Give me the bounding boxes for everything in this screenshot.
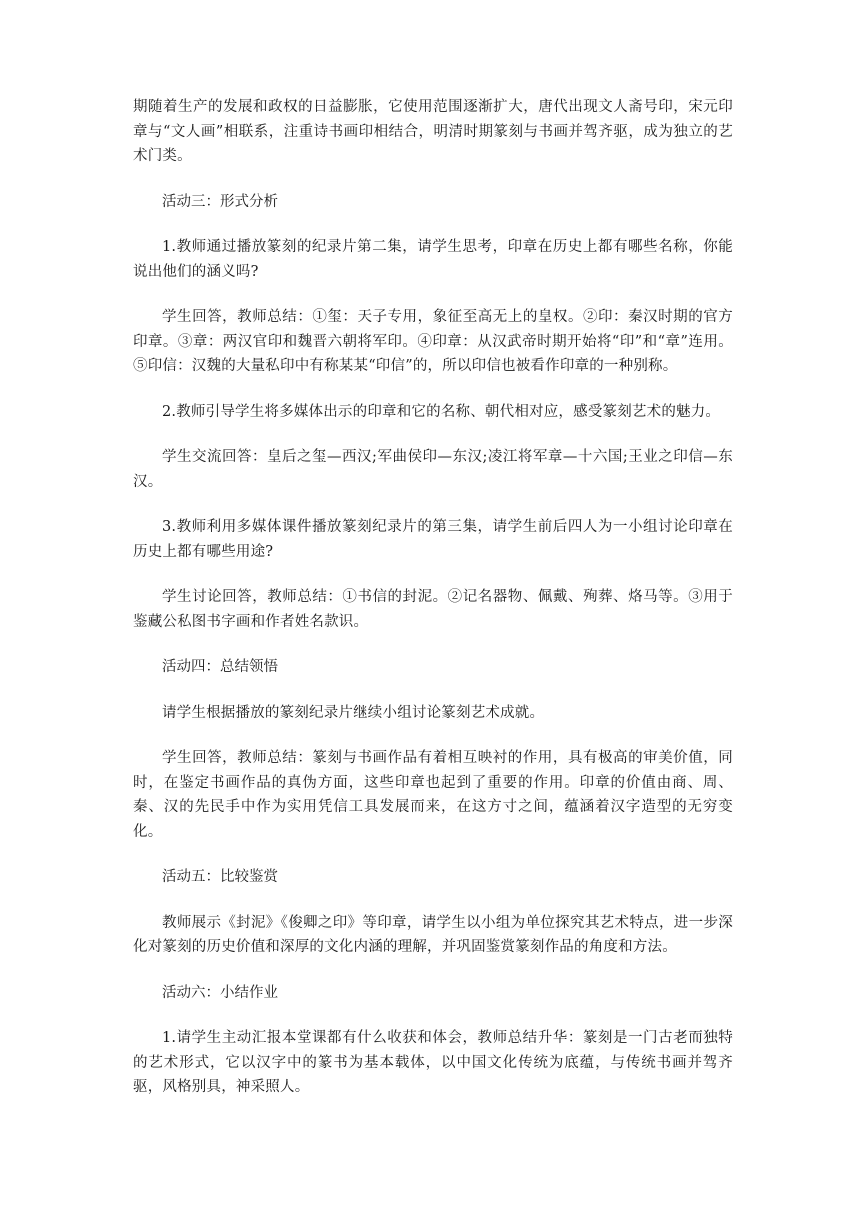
spacer xyxy=(133,890,733,911)
section-heading-activity-3: 活动三：形式分析 xyxy=(162,193,278,210)
spacer xyxy=(133,379,733,400)
section-heading-activity-4: 活动四：总结领悟 xyxy=(162,659,278,675)
section-heading-activity-5: 活动五：比较鉴赏 xyxy=(162,869,278,885)
paragraph-activity-4-answer: 学生回答，教师总结：篆刻与书画作品有着相互映衬的作用，具有极高的审美价值，同时，在鉴定书画作品的真伪方面，这些印章也起到了重要的作用。印章的价值由商、周、秦、汉的先民手中作为实用凭信工具发展而来，在这方寸之间，蕴涵着汉字造型的无穷变化。 xyxy=(133,750,733,840)
spacer xyxy=(133,725,733,746)
paragraph-answer-1: 学生回答，教师总结：①玺：天子专用，象征至高无上的皇权。②印：秦汉时期的官方印章。③章：两汉官印和魏晋六朝将军印。④印章：从汉武帝时期开始将“印”和“章”连用。⑤印信：汉魏的大量私印中有称某某“印信”的，所以印信也被看作印章的一种别称。 xyxy=(133,309,733,374)
spacer xyxy=(133,214,733,235)
paragraph-question-3: 3.教师利用多媒体课件播放篆刻纪录片的第三集，请学生前后四人为一小组讨论印章在历史上都有哪些用途? xyxy=(133,519,733,560)
spacer xyxy=(133,1005,733,1026)
document-page xyxy=(133,95,733,1100)
spacer xyxy=(133,634,733,655)
spacer xyxy=(133,564,733,585)
paragraph-question-1: 1.教师通过播放篆刻的纪录片第二集，请学生思考，印章在历史上都有哪些名称，你能说出他们的涵义吗? xyxy=(133,239,733,280)
paragraph-activity-5-task: 教师展示《封泥》《俊卿之印》等印章，请学生以小组为单位探究其艺术特点，进一步深化对篆刻的历史价值和深厚的文化内涵的理解，并巩固鉴赏篆刻作品的角度和方法。 xyxy=(133,914,733,955)
paragraph-question-2: 2.教师引导学生将多媒体出示的印章和它的名称、朝代相对应，感受篆刻艺术的魅力。 xyxy=(162,403,721,420)
spacer xyxy=(133,680,733,701)
spacer xyxy=(133,424,733,445)
spacer xyxy=(133,844,733,865)
paragraph-answer-3: 学生讨论回答，教师总结：①书信的封泥。②记名器物、佩戴、殉葬、烙马等。③用于鉴藏公私图书字画和作者姓名款识。 xyxy=(133,589,733,630)
section-heading-activity-6: 活动六：小结作业 xyxy=(162,984,278,1001)
spacer xyxy=(133,494,733,515)
spacer xyxy=(133,960,733,981)
spacer xyxy=(133,169,733,190)
paragraph-activity-4-task: 请学生根据播放的篆刻纪录片继续小组讨论篆刻艺术成就。 xyxy=(162,704,545,721)
spacer xyxy=(133,284,733,305)
paragraph-intro-continuation: 期随着生产的发展和政权的日益膨胀，它使用范围逐渐扩大，唐代出现文人斋号印，宋元印章与“文人画”相联系，注重诗书画印相结合，明清时期篆刻与书画并驾齐驱，成为独立的艺术门类。 xyxy=(133,99,733,164)
paragraph-answer-2: 学生交流回答：皇后之玺—西汉;军曲侯印—东汉;凌江将军章—十六国;王业之印信—东汉。 xyxy=(133,449,733,490)
paragraph-activity-6-summary: 1.请学生主动汇报本堂课都有什么收获和体会，教师总结升华：篆刻是一门古老而独特的艺术形式，它以汉字中的篆书为基本载体，以中国文化传统为底蕴，与传统书画并驾齐驱，风格别具，神采照人。 xyxy=(133,1030,733,1095)
